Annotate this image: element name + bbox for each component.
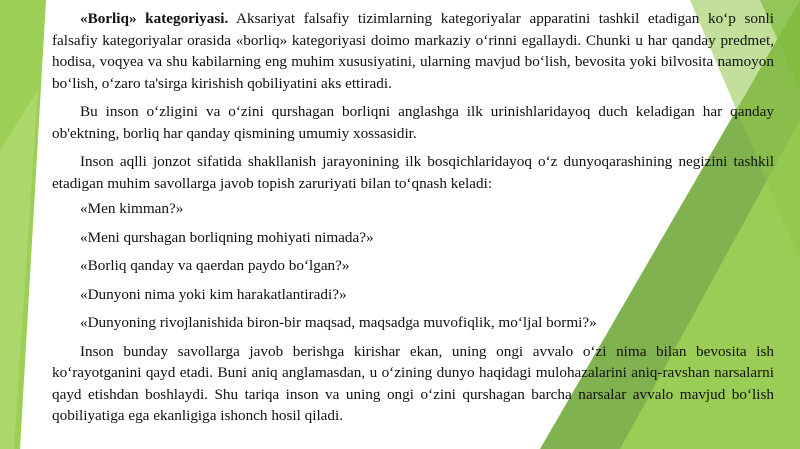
intro-paragraph [52, 8, 774, 94]
question-2: «Meni qurshagan borliqning mohiyati nimada?» [80, 228, 374, 246]
closing-paragraph: Inson bunday savollarga javob berishga kirishar ekan, uning ongi avvalo o‘zi nima bilan bevosita ish ko‘rayotganini qayd etadi. Buni aniq anglamasdan, u o‘zining dunyo haqidagi mulohazalarini aniq-ravshan narsalarni qayd etishdan boshlaydi. Shu tariqa inson va uning ongi o‘zini qurshagan barcha narsalar avvalo mavjud bo‘lish qobiliyatiga ega ekanligiga ishonch hosil qiladi. [52, 342, 774, 424]
question-4: «Dunyoni nima yoki kim harakatlantiradi?» [80, 285, 347, 303]
question-1: «Men kimman?» [80, 200, 184, 217]
intro-paragraph-text: Aksariyat falsafiy tizimlarning kategoriyalar apparatini tashkil etadigan ko‘p sonli falsafiy kategoriyalar orasida «borliq» kategoriyasi doimo markaziy o‘rinni egallaydi. Chunki u har qanday predmet, hodisa, voqyea va shu kabilarning eng muhim xususiyatini, ularning mavjud bo‘lish, bevosita yoki bilvosita namoyon bo‘lish, o‘zaro ta'sirga kirishish qobiliyatini aks ettiradi. [52, 10, 774, 92]
section-heading: «Borliq» kategoriyasi. [80, 10, 229, 27]
question-5: «Dunyoning rivojlanishida biron-bir maqsad, maqsadga muvofiqlik, mo‘ljal bormi?» [80, 314, 597, 331]
slide-text-body [52, 8, 774, 431]
paragraph-2: Bu inson o‘zligini va o‘zini qurshagan borliqni anglashga ilk urinishlaridayoq duch keladigan har qanday ob'ektning, borliq har qanday qismining umumiy xossasidir. [52, 103, 774, 142]
question-3: «Borliq qanday va qaerdan paydo bo‘lgan?» [80, 257, 350, 274]
paragraph-3: Inson aqlli jonzot sifatida shakllanish jarayonining ilk bosqichlaridayoq o‘z dunyoqarashining negizini tashkil etadigan muhim savollarga javob topish zaruriyati bilan to‘qnash keladi: [52, 153, 774, 192]
